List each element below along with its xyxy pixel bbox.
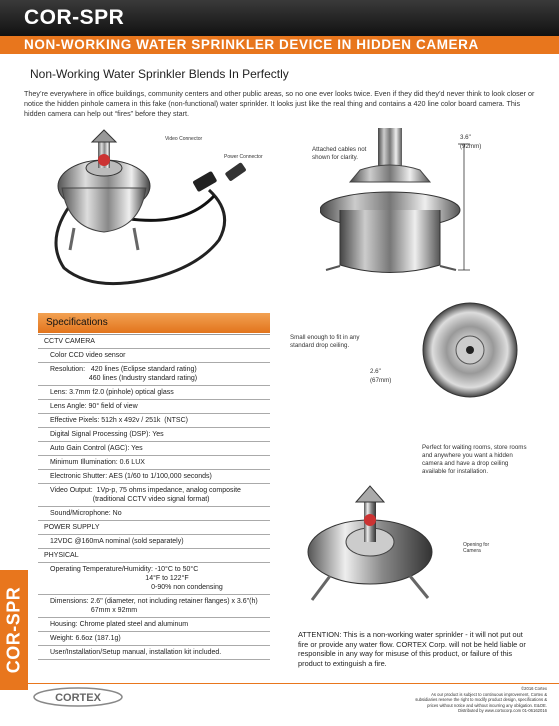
height-mm-label: (92mm)	[460, 143, 482, 150]
small-enough-note: Small enough to fit in any standard drop ceiling.	[290, 334, 360, 349]
page-title: NON-WORKING WATER SPRINKLER DEVICE IN HIDDEN CAMERA	[24, 37, 479, 52]
diameter-mm-label: (67mm)	[370, 377, 392, 384]
spec-row: Housing: Chrome plated steel and aluminum	[38, 618, 270, 632]
footer-legal	[397, 686, 547, 714]
spec-row: Lens: 3.7mm f2.0 (pinhole) optical glass	[38, 386, 270, 400]
page-header	[0, 0, 559, 54]
spec-row: Effective Pixels: 512h x 492v / 251k (NTSC)	[38, 414, 270, 428]
intro-paragraph: They’re everywhere in office buildings, community centers and other public areas, so no one ever looks twice. Even if they did they’d never think to look closer or notice the hidden pinhole camera in this fake (non-functional) water sprinkler. It looks just like the real thing and contains a 420 line color board camera. This hidden camera can help out “fires” before they start.	[24, 89, 535, 118]
spec-row: 12VDC @160mA nominal (sold separately)	[38, 535, 270, 549]
perfect-for-note: Perfect for waiting rooms, store rooms and anywhere you want a hidden camera and have a drop ceiling available for installation.	[422, 444, 527, 475]
diameter-label: 2.6"	[370, 368, 381, 375]
specifications-header	[38, 313, 270, 333]
spec-row: Color CCD video sensor	[38, 349, 270, 363]
product-bottom-view	[420, 300, 520, 400]
spec-row: Operating Temperature/Humidity: -10°C to 50°C 14°F to 122°F 0-90% non condensing	[38, 563, 270, 595]
spec-row: Electronic Shutter: AES (1/60 to 1/100,000 seconds)	[38, 470, 270, 484]
spec-row: Lens Angle: 90° field of view	[38, 400, 270, 414]
spec-section-heading: PHYSICAL	[38, 549, 270, 563]
spec-row: Sound/Microphone: No	[38, 507, 270, 521]
height-label: 3.6"	[460, 134, 471, 141]
specifications-table	[38, 334, 270, 660]
footer-line-1: As our product is subject to continuous improvement, Cortex &	[431, 691, 547, 697]
specifications-title: Specifications	[46, 317, 108, 328]
footer-copyright: ©2016 Cortex	[521, 686, 547, 691]
attention-notice: ATTENTION: This is a non-working water sprinkler - it will not put out fire or provide any water flow. CORTEX Corp. will not be held liable or responsible in any way for misuse of this product, or failure of this product to extinguish a fire.	[298, 630, 526, 668]
footer-line-3: prices without notice and without incurring any obligation. E&OE.	[427, 702, 547, 708]
model-number: COR-SPR	[24, 6, 125, 29]
cortex-logo	[32, 686, 124, 708]
opening-camera-callout: Opening for Camera	[463, 542, 490, 554]
spec-row: Dimensions: 2.6" (diameter, not including retainer flanges) x 3.6"(h) 67mm x 92mm	[38, 595, 270, 618]
logo-text: CORTEX	[55, 692, 101, 704]
footer-line-4: Distributed by www.cortxcorp.com 01-06162016	[458, 708, 547, 714]
footer-line-2: subsidiaries reserve the right to modify product design, specifications &	[415, 697, 547, 703]
spec-section-heading: POWER SUPPLY	[38, 521, 270, 535]
video-connector-callout: Video Connector	[165, 136, 203, 142]
product-angled-view	[300, 480, 450, 610]
spec-row: Resolution: 420 lines (Eclipse standard rating) 460 lines (Industry standard rating)	[38, 363, 270, 386]
spec-section-heading: CCTV CAMERA	[38, 335, 270, 349]
attached-cables-note: Attached cables not shown for clarity.	[312, 146, 367, 161]
spec-row: Video Output: 1Vp-p, 75 ohms impedance, analog composite (traditional CCTV video signal format)	[38, 484, 270, 507]
spec-row: User/Installation/Setup manual, installation kit included.	[38, 646, 270, 660]
spec-row: Digital Signal Processing (DSP): Yes	[38, 428, 270, 442]
side-tab-label: COR-SPR	[3, 586, 24, 674]
power-connector-callout: Power Connector	[224, 154, 263, 160]
footer-divider	[0, 683, 559, 684]
subtitle: Non-Working Water Sprinkler Blends In Perfectly	[30, 67, 289, 81]
spec-row: Auto Gain Control (AGC): Yes	[38, 442, 270, 456]
spec-row: Minimum Illumination: 0.6 LUX	[38, 456, 270, 470]
spec-row: Weight: 6.6oz (187.1g)	[38, 632, 270, 646]
